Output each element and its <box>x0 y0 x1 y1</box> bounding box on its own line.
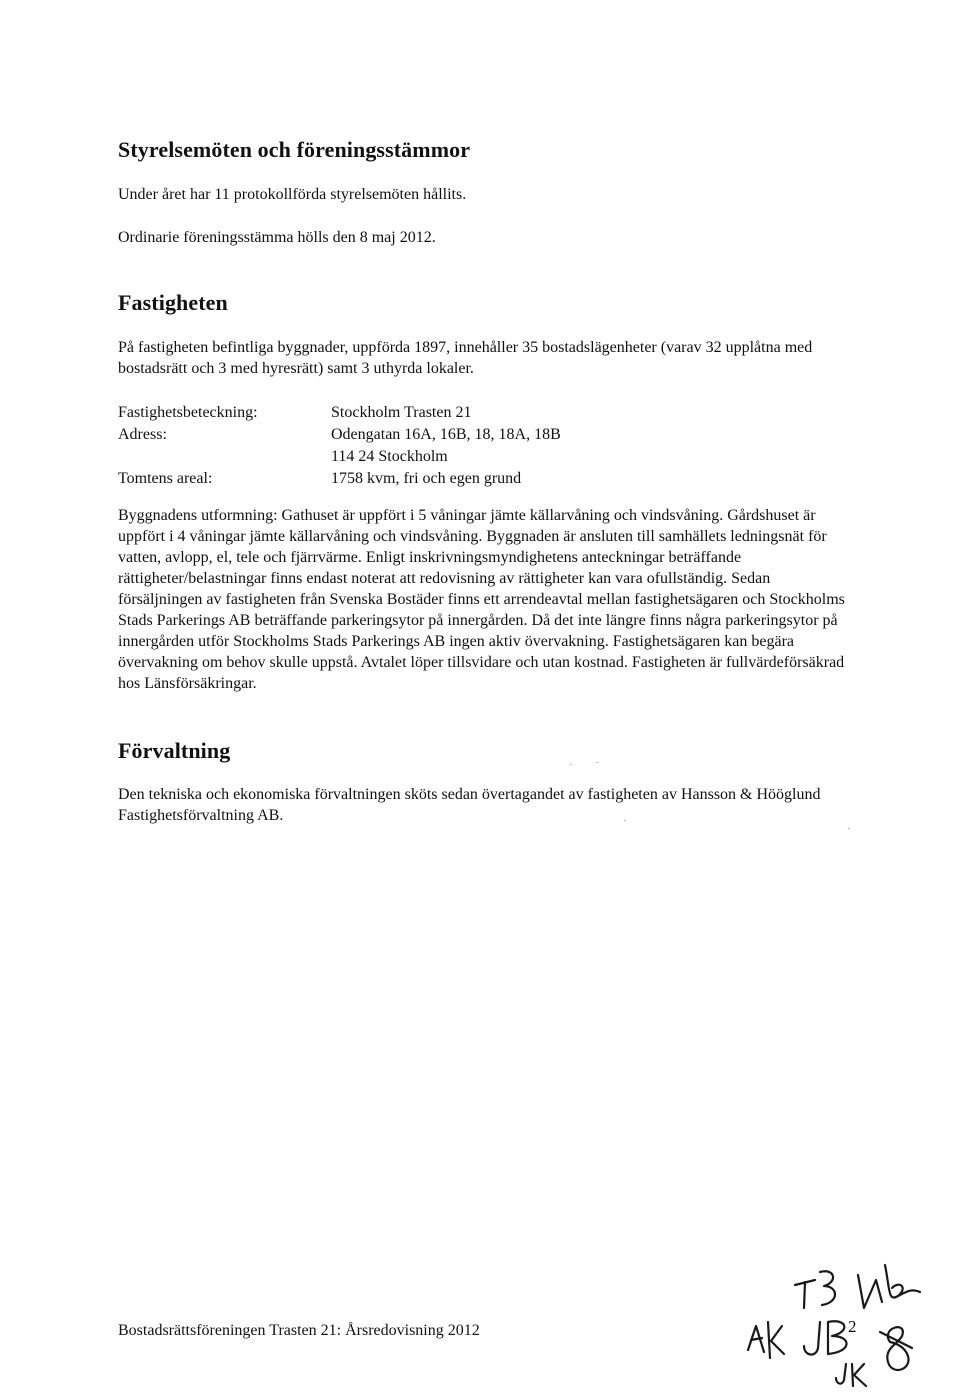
footer-text: Bostadsrättsföreningen Trasten 21: Årsredovisning 2012 <box>118 1322 480 1339</box>
section-heading-property: Fastigheten <box>118 290 228 315</box>
section-heading-meetings: Styrelsemöten och föreningsstämmor <box>118 137 471 162</box>
address-label: Adress: <box>118 426 167 443</box>
scan-speck <box>624 820 626 821</box>
area-value: 1758 kvm, fri och egen grund <box>331 470 522 487</box>
property-address-row <box>118 424 561 446</box>
annual-meeting-text: Ordinarie föreningsstämma hölls den 8 maj 2012. <box>118 229 436 246</box>
scan-speck <box>596 762 598 763</box>
scan-speck <box>570 764 572 765</box>
address-value-line1: Odengatan 16A, 16B, 18, 18A, 18B <box>331 426 561 443</box>
section-heading-management: Förvaltning <box>118 738 231 763</box>
handwritten-initials-signature <box>740 1230 950 1390</box>
scan-speck <box>848 828 850 829</box>
property-designation-row <box>118 402 561 424</box>
address-value-line2: 114 24 Stockholm <box>331 448 448 465</box>
page-number: 2 <box>848 1317 857 1336</box>
designation-label: Fastighetsbeteckning: <box>118 404 258 421</box>
property-address-row-2 <box>118 446 561 468</box>
building-description-paragraph: Byggnadens utformning: Gathuset är uppfört i 5 våningar jämte källarvåning och vindsvåning. Gårdshuset är uppfört i 4 våningar jämte källarvåning och vindsvåning. Byggnaden är ansluten till samhällets ledningsnät för vatten, avlopp, el, tele och fjärrvärme. Enligt inskrivningsmyndighetens anteckningar beträffande rättigheter/belastningar finns endast noterat att redovisning av rättigheter kan vara ofullständig. Sedan försäljningen av fastigheten från Svenska Bostäder finns ett arrendeavtal mellan fastighetsägaren och Stockholms Stads Parkerings AB beträffande parkeringsytor på innergården. Då det inte längre finns några parkeringsytor på innergården utför Stockholms Stads Parkerings AB ingen aktiv övervakning. Fastighetsägaren kan begära övervakning om behov skulle uppstå. Avtalet löper tillsvidare och utan kostnad. Fastigheten är fullvärdeförsäkrad hos Länsförsäkringar. <box>118 507 845 692</box>
property-area-row <box>118 468 561 490</box>
area-label: Tomtens areal: <box>118 470 213 487</box>
property-details-table <box>118 402 561 490</box>
meetings-count-text: Under året har 11 protokollförda styrelsemöten hållits. <box>118 186 467 203</box>
property-intro-paragraph: På fastigheten befintliga byggnader, uppförda 1897, innehåller 35 bostadslägenheter (varav 32 upplåtna med bostadsrätt och 3 med hyresrätt) samt 3 uthyrda lokaler. <box>118 339 813 377</box>
management-paragraph: Den tekniska och ekonomiska förvaltningen sköts sedan övertagandet av fastigheten av Hansson & Hööglund Fastighetsförvaltning AB. <box>118 786 821 824</box>
designation-value: Stockholm Trasten 21 <box>331 404 472 421</box>
